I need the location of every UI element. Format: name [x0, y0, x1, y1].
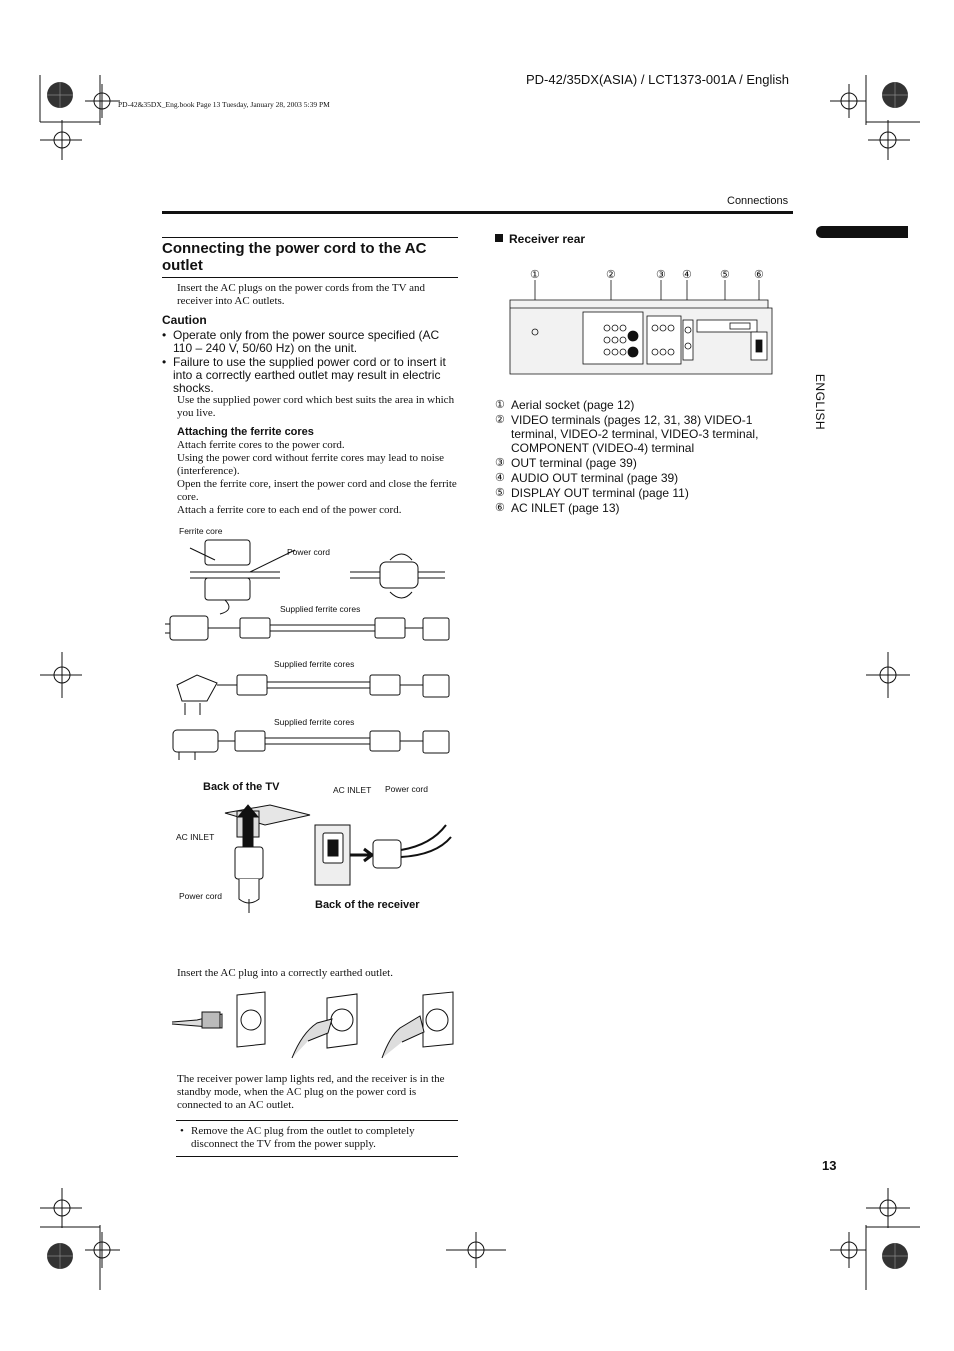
- receiver-rear-heading: Receiver rear: [495, 232, 585, 246]
- label-ac-inlet-receiver: AC INLET: [333, 785, 372, 795]
- list-item: ④ AUDIO OUT terminal (page 39): [495, 471, 679, 485]
- label-power-cord-receiver: Power cord: [385, 784, 428, 794]
- receiver-rear-illustration: [505, 280, 775, 380]
- title-rule-bottom: [162, 277, 458, 278]
- note-rule-bottom: [176, 1156, 458, 1157]
- intro-text: Insert the AC plugs on the power cords from the TV and receiver into AC outlets.: [177, 282, 425, 307]
- callout-2: ②: [606, 269, 616, 281]
- note-rule-top: [176, 1120, 458, 1121]
- section-title: Connections: [727, 195, 789, 207]
- caution-heading: Caution: [162, 313, 207, 327]
- list-item: ⑥ AC INLET (page 13): [495, 501, 620, 515]
- ferrite-line: Using the power cord without ferrite cores may lead to noise (interference).: [177, 452, 444, 477]
- callout-6: ⑥: [754, 269, 764, 281]
- back-panel-illustration: [175, 795, 455, 925]
- caution-list: [162, 329, 458, 395]
- square-bullet-icon: [495, 234, 503, 242]
- list-item: ⑤ DISPLAY OUT terminal (page 11): [495, 486, 689, 500]
- caution-item: • Failure to use the supplied power cord or to insert it into a correctly earthed outlet may result in electric shocks.: [162, 355, 446, 395]
- callout-5: ⑤: [720, 269, 730, 281]
- note-item: • Remove the AC plug from the outlet to completely disconnect the TV from the power supply.: [180, 1125, 415, 1150]
- label-back-of-tv: Back of the TV: [203, 781, 280, 793]
- ferrite-line: Attach ferrite cores to the power cord.: [177, 439, 345, 451]
- standby-text: The receiver power lamp lights red, and the receiver is in the standby mode, when the AC plug on the power cord is connected to an AC outlet.: [177, 1073, 445, 1111]
- callout-3: ③: [656, 269, 666, 281]
- callout-1: ①: [530, 269, 540, 281]
- outlet-instruction: Insert the AC plug into a correctly earthed outlet.: [177, 967, 393, 979]
- side-tab-label: ENGLISH: [813, 373, 827, 431]
- label-ferrite-core: Ferrite core: [179, 526, 223, 536]
- outlet-illustration: [167, 990, 457, 1070]
- page-number: 13: [822, 1158, 837, 1173]
- label-supplied-ferrite-cores-3: Supplied ferrite cores: [274, 717, 355, 727]
- ferrite-instructions: [177, 439, 457, 517]
- label-supplied-ferrite-cores-1: Supplied ferrite cores: [280, 604, 361, 614]
- label-ac-inlet-tv: AC INLET: [176, 832, 215, 842]
- label-power-cord: Power cord: [287, 547, 330, 557]
- list-item: ② VIDEO terminals (pages 12, 31, 38) VIDEO-1 terminal, VIDEO-2 terminal, VIDEO-3 terminal, COMPONENT (VIDEO-4) terminal: [495, 413, 759, 455]
- book-info: PD-42&35DX_Eng.book Page 13 Tuesday, January 28, 2003 5:39 PM: [118, 100, 330, 109]
- label-back-of-receiver: Back of the receiver: [315, 899, 420, 911]
- list-item: ① Aerial socket (page 12): [495, 398, 635, 412]
- side-tab-bar: [816, 226, 908, 238]
- header-rule: [162, 211, 793, 214]
- document-id: PD-42/35DX(ASIA) / LCT1373-001A / English: [526, 72, 790, 87]
- caution-note: Use the supplied power cord which best suits the area in which you live.: [177, 394, 455, 419]
- ferrite-line: Attach a ferrite core to each end of the power cord.: [177, 504, 402, 516]
- callout-4: ④: [682, 269, 692, 281]
- caution-item: • Operate only from the power source specified (AC 110 – 240 V, 50/60 Hz) on the unit.: [162, 328, 440, 355]
- label-power-cord-tv: Power cord: [179, 891, 222, 901]
- section-heading: Connecting the power cord to the AC outlet: [162, 240, 427, 274]
- receiver-terminal-list: [495, 398, 775, 515]
- list-item: ③ OUT terminal (page 39): [495, 456, 637, 470]
- label-supplied-ferrite-cores-2: Supplied ferrite cores: [274, 659, 355, 669]
- title-rule-top: [162, 237, 458, 238]
- ferrite-line: Open the ferrite core, insert the power cord and close the ferrite core.: [177, 478, 457, 503]
- ferrite-heading: Attaching the ferrite cores: [177, 426, 314, 438]
